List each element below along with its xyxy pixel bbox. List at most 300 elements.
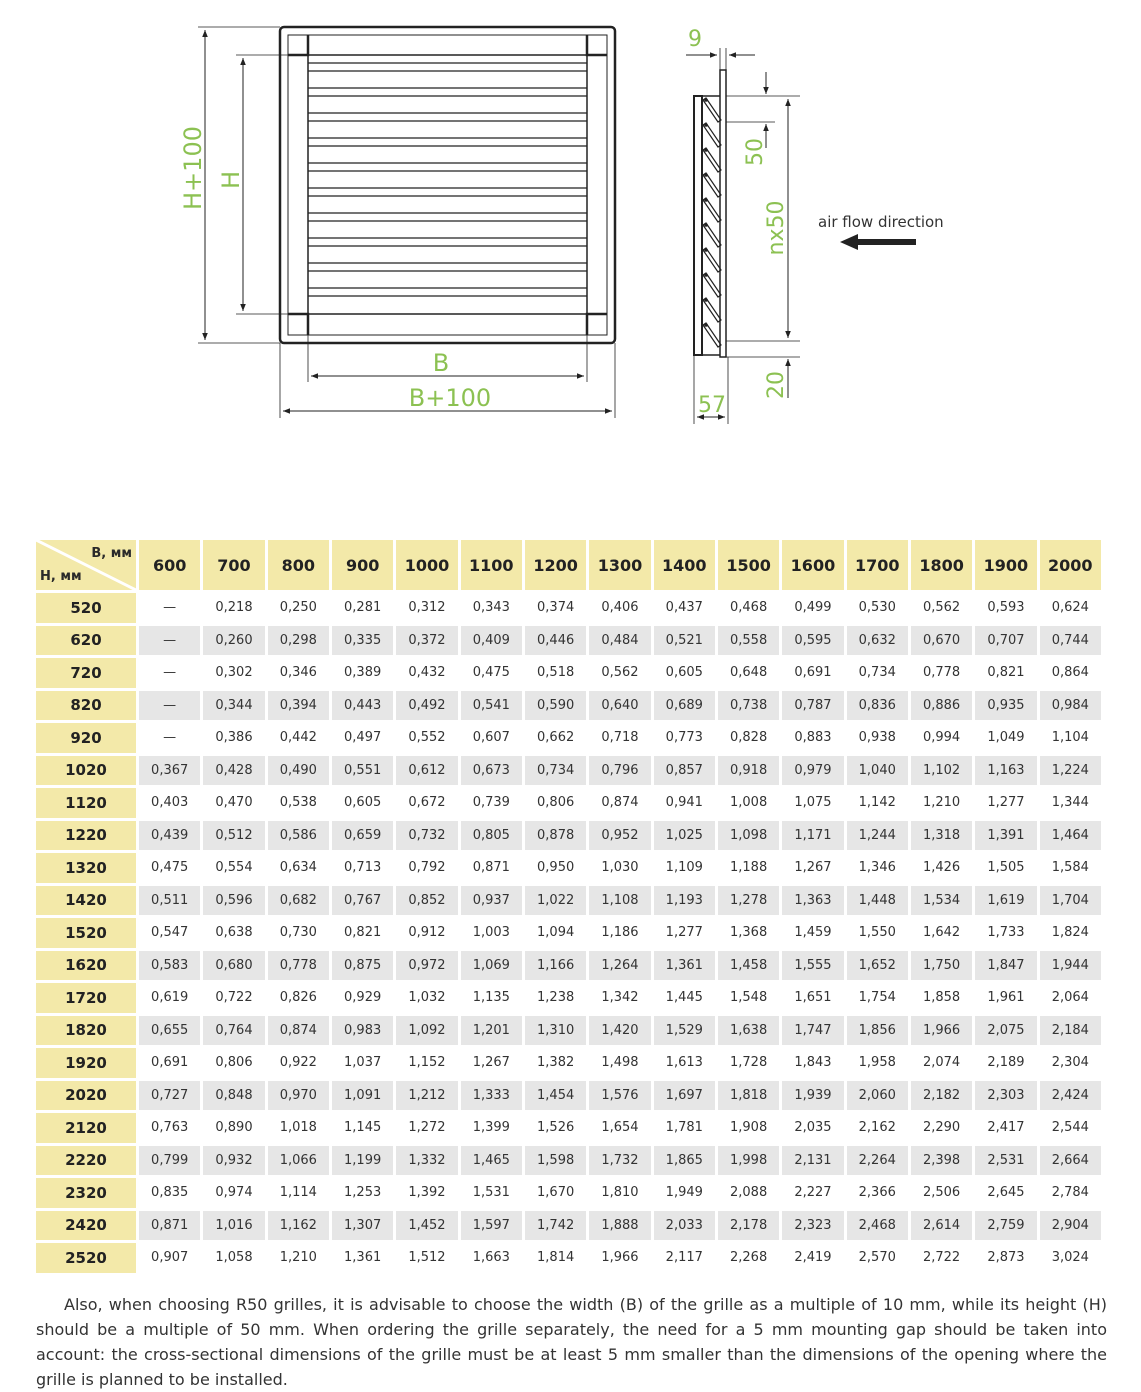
table-cell: 1,445	[654, 983, 715, 1013]
table-cell: 0,344	[203, 691, 264, 721]
table-cell: 2,304	[1040, 1048, 1101, 1078]
table-cell: 0,787	[782, 691, 843, 721]
table-cell: 2,468	[847, 1211, 908, 1241]
table-cell: 1,210	[911, 788, 972, 818]
table-cell: 1,865	[654, 1146, 715, 1176]
table-cell: 2,531	[975, 1146, 1036, 1176]
table-cell: —	[139, 691, 200, 721]
table-cell: 0,260	[203, 626, 264, 656]
table-cell: 1,267	[461, 1048, 522, 1078]
column-header-b: 700	[203, 540, 264, 590]
table-cell: 2,506	[911, 1178, 972, 1208]
table-cell: 0,799	[139, 1146, 200, 1176]
table-cell: 0,640	[589, 691, 650, 721]
table-cell: 1,098	[718, 821, 779, 851]
table-cell: 1,534	[911, 886, 972, 916]
table-cell: 0,970	[268, 1081, 329, 1111]
table-cell: 0,871	[139, 1211, 200, 1241]
table-cell: 1,399	[461, 1113, 522, 1143]
blade-pivot	[704, 98, 708, 102]
table-cell: 1,094	[525, 918, 586, 948]
table-cell: 1,747	[782, 1016, 843, 1046]
column-header-b: 800	[268, 540, 329, 590]
column-header-b: 1500	[718, 540, 779, 590]
table-cell: 2,074	[911, 1048, 972, 1078]
table-cell: 2,060	[847, 1081, 908, 1111]
table-cell: 1,392	[396, 1178, 457, 1208]
table-cell: 0,605	[332, 788, 393, 818]
table-cell: 2,268	[718, 1243, 779, 1273]
table-cell: 0,389	[332, 658, 393, 688]
table-cell: 1,550	[847, 918, 908, 948]
row-header-h: 2020	[36, 1081, 136, 1111]
table-cell: 0,521	[654, 626, 715, 656]
table-cell: 0,475	[461, 658, 522, 688]
table-cell: —	[139, 658, 200, 688]
table-cell: 1,704	[1040, 886, 1101, 916]
table-cell: 1,966	[911, 1016, 972, 1046]
table-cell: 0,713	[332, 853, 393, 883]
table-cell: 0,437	[654, 593, 715, 623]
table-cell: 2,904	[1040, 1211, 1101, 1241]
table-row	[36, 626, 1101, 656]
table-cell: 1,344	[1040, 788, 1101, 818]
table-cell: 1,238	[525, 983, 586, 1013]
table-cell: 1,597	[461, 1211, 522, 1241]
table-cell: 0,718	[589, 723, 650, 753]
table-cell: 1,754	[847, 983, 908, 1013]
table-cell: 0,492	[396, 691, 457, 721]
table-cell: 1,171	[782, 821, 843, 851]
table-cell: 0,950	[525, 853, 586, 883]
table-cell: 1,058	[203, 1243, 264, 1273]
table-cell: 0,932	[203, 1146, 264, 1176]
table-cell: 1,697	[654, 1081, 715, 1111]
table-cell: 2,323	[782, 1211, 843, 1241]
table-row	[36, 658, 1101, 688]
column-header-b: 1300	[589, 540, 650, 590]
table-cell: 2,417	[975, 1113, 1036, 1143]
table-cell: 0,935	[975, 691, 1036, 721]
table-cell: 2,033	[654, 1211, 715, 1241]
corner-b-label: B, мм	[91, 546, 132, 561]
table-cell: 0,346	[268, 658, 329, 688]
row-header-h: 2120	[36, 1113, 136, 1143]
table-cell: 0,484	[589, 626, 650, 656]
table-cell: 0,806	[203, 1048, 264, 1078]
table-cell: 0,821	[332, 918, 393, 948]
table-cell: 0,912	[396, 918, 457, 948]
table-cell: 0,875	[332, 951, 393, 981]
row-header-h: 620	[36, 626, 136, 656]
column-header-b: 600	[139, 540, 200, 590]
table-cell: 1,049	[975, 723, 1036, 753]
table-cell: 0,374	[525, 593, 586, 623]
table-row	[36, 1016, 1101, 1046]
table-cell: 1,224	[1040, 756, 1101, 786]
table-cell: 0,732	[396, 821, 457, 851]
table-cell: 0,792	[396, 853, 457, 883]
table-cell: 1,944	[1040, 951, 1101, 981]
table-cell: 1,526	[525, 1113, 586, 1143]
table-cell: 0,394	[268, 691, 329, 721]
column-header-b: 900	[332, 540, 393, 590]
table-cell: 1,307	[332, 1211, 393, 1241]
table-cell: 0,302	[203, 658, 264, 688]
table-cell: 1,663	[461, 1243, 522, 1273]
table-cell: 1,162	[268, 1211, 329, 1241]
table-cell: 0,852	[396, 886, 457, 916]
table-cell: 2,131	[782, 1146, 843, 1176]
louver-lines	[308, 63, 587, 296]
table-cell: 0,605	[654, 658, 715, 688]
dim-9-label: 9	[688, 27, 702, 52]
dim-b100-label: B+100	[408, 384, 492, 412]
table-cell: 1,032	[396, 983, 457, 1013]
table-cell: 0,734	[847, 658, 908, 688]
airflow-indicator	[818, 213, 944, 250]
table-cell: 0,655	[139, 1016, 200, 1046]
table-cell: 0,551	[332, 756, 393, 786]
table-cell: 1,108	[589, 886, 650, 916]
table-cell: 0,707	[975, 626, 1036, 656]
table-cell: 1,426	[911, 853, 972, 883]
table-cell: 0,558	[718, 626, 779, 656]
table-cell: 0,734	[525, 756, 586, 786]
table-row	[36, 1048, 1101, 1078]
table-cell: 0,662	[525, 723, 586, 753]
table-cell: 1,613	[654, 1048, 715, 1078]
table-cell: 0,680	[203, 951, 264, 981]
table-cell: 0,468	[718, 593, 779, 623]
table-cell: 0,612	[396, 756, 457, 786]
table-row	[36, 918, 1101, 948]
table-cell: 0,432	[396, 658, 457, 688]
table-cell: 0,673	[461, 756, 522, 786]
table-cell: 0,497	[332, 723, 393, 753]
table-cell: 1,464	[1040, 821, 1101, 851]
table-cell: 2,035	[782, 1113, 843, 1143]
table-cell: 0,499	[782, 593, 843, 623]
table-cell: 1,531	[461, 1178, 522, 1208]
table-cell: 0,538	[268, 788, 329, 818]
table-row	[36, 1211, 1101, 1241]
table-cell: 0,562	[589, 658, 650, 688]
table-cell: 1,888	[589, 1211, 650, 1241]
table-cell: 0,929	[332, 983, 393, 1013]
table-cell: 2,419	[782, 1243, 843, 1273]
table-cell: 1,244	[847, 821, 908, 851]
table-cell: 1,391	[975, 821, 1036, 851]
table-cell: 1,361	[654, 951, 715, 981]
table-cell: 1,075	[782, 788, 843, 818]
table-cell: 0,739	[461, 788, 522, 818]
table-cell: 2,664	[1040, 1146, 1101, 1176]
column-header-b: 1100	[461, 540, 522, 590]
table-cell: 0,554	[203, 853, 264, 883]
table-cell: 0,722	[203, 983, 264, 1013]
table-cell: 0,994	[911, 723, 972, 753]
dim-h100-label: H+100	[179, 126, 207, 210]
table-cell: 1,733	[975, 918, 1036, 948]
table-cell: 0,857	[654, 756, 715, 786]
table-cell: 1,016	[203, 1211, 264, 1241]
table-cell: 2,303	[975, 1081, 1036, 1111]
table-cell: 1,363	[782, 886, 843, 916]
table-cell: 1,642	[911, 918, 972, 948]
side-view	[694, 70, 726, 357]
row-header-h: 2220	[36, 1146, 136, 1176]
table-cell: 1,382	[525, 1048, 586, 1078]
table-cell: 2,290	[911, 1113, 972, 1143]
table-cell: 1,448	[847, 886, 908, 916]
row-header-h: 1020	[36, 756, 136, 786]
table-cell: 1,824	[1040, 918, 1101, 948]
table-cell: 1,186	[589, 918, 650, 948]
table-cell: 1,781	[654, 1113, 715, 1143]
table-cell: 0,984	[1040, 691, 1101, 721]
flow-area-table-container	[36, 537, 1107, 1276]
table-cell: 2,064	[1040, 983, 1101, 1013]
table-cell: 0,778	[911, 658, 972, 688]
flow-area-table	[33, 537, 1104, 1276]
table-cell: 1,818	[718, 1081, 779, 1111]
table-cell: 0,972	[396, 951, 457, 981]
table-cell: 2,162	[847, 1113, 908, 1143]
table-cell: 1,342	[589, 983, 650, 1013]
table-cell: —	[139, 723, 200, 753]
table-cell: 1,512	[396, 1243, 457, 1273]
table-cell: 0,672	[396, 788, 457, 818]
table-cell: 2,366	[847, 1178, 908, 1208]
table-cell: 1,670	[525, 1178, 586, 1208]
blade-pivot	[704, 198, 708, 202]
table-cell: 1,201	[461, 1016, 522, 1046]
blade-pivot	[704, 148, 708, 152]
table-cell: 0,763	[139, 1113, 200, 1143]
table-cell: 1,958	[847, 1048, 908, 1078]
table-cell: 0,659	[332, 821, 393, 851]
blade-pivot	[704, 248, 708, 252]
table-cell: 0,343	[461, 593, 522, 623]
row-header-h: 2420	[36, 1211, 136, 1241]
table-cell: 0,878	[525, 821, 586, 851]
table-cell: 0,979	[782, 756, 843, 786]
column-header-b: 1700	[847, 540, 908, 590]
table-cell: 0,409	[461, 626, 522, 656]
table-cell: 0,864	[1040, 658, 1101, 688]
table-row	[36, 691, 1101, 721]
table-cell: 0,596	[203, 886, 264, 916]
table-row	[36, 1146, 1101, 1176]
table-cell: 2,759	[975, 1211, 1036, 1241]
table-cell: 1,069	[461, 951, 522, 981]
column-header-b: 2000	[1040, 540, 1101, 590]
table-cell: 0,607	[461, 723, 522, 753]
airflow-label: air flow direction	[818, 213, 944, 231]
table-cell: 0,806	[525, 788, 586, 818]
table-cell: 0,281	[332, 593, 393, 623]
table-cell: 1,652	[847, 951, 908, 981]
table-cell: 0,922	[268, 1048, 329, 1078]
table-cell: —	[139, 593, 200, 623]
front-view	[280, 27, 615, 343]
table-cell: 1,040	[847, 756, 908, 786]
table-cell: 0,547	[139, 918, 200, 948]
table-cell: 1,750	[911, 951, 972, 981]
table-cell: 0,562	[911, 593, 972, 623]
table-cell: 1,066	[268, 1146, 329, 1176]
blade-pivot	[704, 323, 708, 327]
table-cell: 1,548	[718, 983, 779, 1013]
table-cell: 0,821	[975, 658, 1036, 688]
table-cell: 0,937	[461, 886, 522, 916]
table-cell: 1,458	[718, 951, 779, 981]
table-cell: 0,250	[268, 593, 329, 623]
table-row	[36, 853, 1101, 883]
row-header-h: 820	[36, 691, 136, 721]
table-cell: 0,446	[525, 626, 586, 656]
table-cell: 0,428	[203, 756, 264, 786]
table-cell: 0,312	[396, 593, 457, 623]
table-cell: 2,614	[911, 1211, 972, 1241]
dim-50-label: 50	[743, 138, 768, 166]
table-cell: 1,949	[654, 1178, 715, 1208]
table-cell: 1,008	[718, 788, 779, 818]
table-cell: 0,530	[847, 593, 908, 623]
table-cell: 1,193	[654, 886, 715, 916]
table-cell: 1,163	[975, 756, 1036, 786]
dim-b-label: B	[432, 349, 450, 377]
table-cell: 0,826	[268, 983, 329, 1013]
table-cell: 2,088	[718, 1178, 779, 1208]
blade-pivot	[704, 123, 708, 127]
row-header-h: 1320	[36, 853, 136, 883]
table-cell: 0,406	[589, 593, 650, 623]
table-cell: 2,645	[975, 1178, 1036, 1208]
table-cell: 0,632	[847, 626, 908, 656]
table-cell: 1,368	[718, 918, 779, 948]
table-cell: 0,874	[589, 788, 650, 818]
table-cell: 0,518	[525, 658, 586, 688]
row-header-h: 1620	[36, 951, 136, 981]
table-cell: 0,298	[268, 626, 329, 656]
table-cell: 1,264	[589, 951, 650, 981]
table-cell: 0,730	[268, 918, 329, 948]
table-cell: 0,619	[139, 983, 200, 1013]
blade-pivot	[704, 173, 708, 177]
table-cell: 1,310	[525, 1016, 586, 1046]
table-cell: 0,595	[782, 626, 843, 656]
table-cell: 1,454	[525, 1081, 586, 1111]
table-cell: 1,018	[268, 1113, 329, 1143]
table-cell: 0,638	[203, 918, 264, 948]
table-cell: 1,598	[525, 1146, 586, 1176]
table-cell: 0,403	[139, 788, 200, 818]
table-cell: 0,767	[332, 886, 393, 916]
table-cell: 1,459	[782, 918, 843, 948]
dim-57-label: 57	[698, 393, 726, 418]
table-cell: 1,908	[718, 1113, 779, 1143]
table-cell: 0,442	[268, 723, 329, 753]
table-cell: 1,732	[589, 1146, 650, 1176]
row-header-h: 2520	[36, 1243, 136, 1273]
row-header-h: 1520	[36, 918, 136, 948]
table-cell: 1,003	[461, 918, 522, 948]
table-cell: 1,939	[782, 1081, 843, 1111]
column-header-b: 1900	[975, 540, 1036, 590]
table-cell: 1,030	[589, 853, 650, 883]
table-cell: 0,691	[139, 1048, 200, 1078]
table-cell: 1,856	[847, 1016, 908, 1046]
table-cell: 2,075	[975, 1016, 1036, 1046]
table-row	[36, 756, 1101, 786]
table-cell: —	[139, 626, 200, 656]
table-row	[36, 983, 1101, 1013]
table-cell: 0,670	[911, 626, 972, 656]
grille-drawing	[0, 0, 1141, 500]
table-row	[36, 951, 1101, 981]
table-cell: 0,836	[847, 691, 908, 721]
table-row	[36, 1243, 1101, 1273]
table-cell: 1,333	[461, 1081, 522, 1111]
table-cell: 0,773	[654, 723, 715, 753]
blade-section	[703, 98, 721, 347]
table-cell: 2,178	[718, 1211, 779, 1241]
table-cell: 0,883	[782, 723, 843, 753]
table-cell: 1,092	[396, 1016, 457, 1046]
corner-h-label: H, мм	[40, 569, 82, 584]
table-row	[36, 1178, 1101, 1208]
table-cell: 1,037	[332, 1048, 393, 1078]
table-cell: 0,871	[461, 853, 522, 883]
table-cell: 1,576	[589, 1081, 650, 1111]
table-cell: 0,952	[589, 821, 650, 851]
table-cell: 1,199	[332, 1146, 393, 1176]
table-row	[36, 723, 1101, 753]
airflow-arrow-icon	[840, 234, 916, 250]
table-cell: 1,253	[332, 1178, 393, 1208]
table-cell: 0,682	[268, 886, 329, 916]
table-cell: 1,346	[847, 853, 908, 883]
table-cell: 2,184	[1040, 1016, 1101, 1046]
table-cell: 0,490	[268, 756, 329, 786]
table-cell: 1,742	[525, 1211, 586, 1241]
table-cell: 1,843	[782, 1048, 843, 1078]
table-cell: 1,145	[332, 1113, 393, 1143]
table-cell: 0,590	[525, 691, 586, 721]
table-cell: 0,874	[268, 1016, 329, 1046]
table-cell: 0,634	[268, 853, 329, 883]
table-cell: 2,570	[847, 1243, 908, 1273]
row-header-h: 1420	[36, 886, 136, 916]
row-header-h: 1120	[36, 788, 136, 818]
table-row	[36, 593, 1101, 623]
table-row	[36, 1113, 1101, 1143]
table-cell: 1,272	[396, 1113, 457, 1143]
table-cell: 0,918	[718, 756, 779, 786]
table-corner-header	[36, 540, 136, 590]
table-cell: 2,117	[654, 1243, 715, 1273]
table-cell: 1,166	[525, 951, 586, 981]
row-header-h: 1220	[36, 821, 136, 851]
table-cell: 2,873	[975, 1243, 1036, 1273]
table-cell: 1,267	[782, 853, 843, 883]
table-cell: 0,541	[461, 691, 522, 721]
table-row	[36, 886, 1101, 916]
table-cell: 1,452	[396, 1211, 457, 1241]
table-cell: 1,277	[975, 788, 1036, 818]
